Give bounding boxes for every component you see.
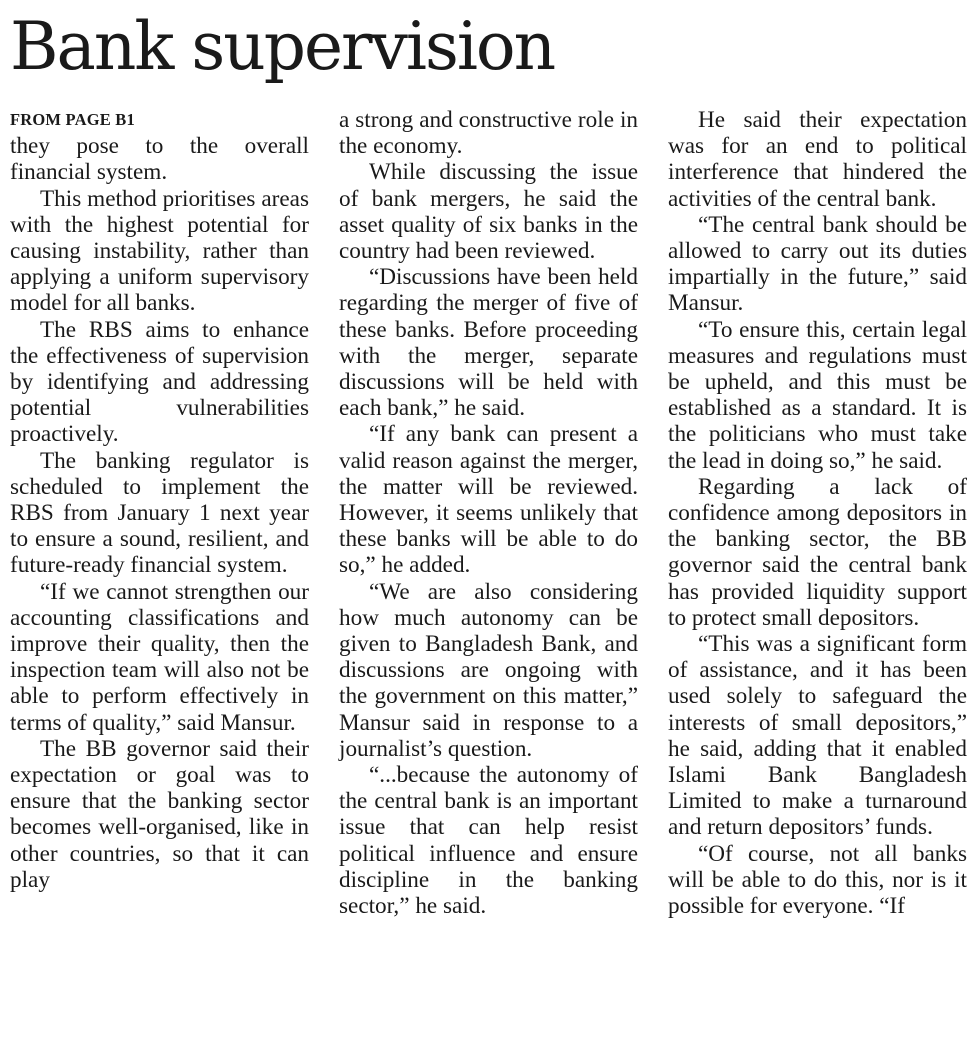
paragraph: Regarding a lack of confidence among depositors in the banking sector, the BB governor said the central bank has provided liquidity support to protect small depositors.: [668, 473, 967, 631]
paragraph: “Of course, not all banks will be able to do this, nor is it possible for everyone. “If: [668, 840, 967, 920]
paragraph: “...because the autonomy of the central bank is an important issue that can help resist political influence and ensure discipline in the banking sector,” he said.: [339, 762, 638, 920]
paragraph: While discussing the issue of bank mergers, he said the asset quality of six banks in the country had been reviewed.: [339, 159, 638, 265]
paragraph: “The central bank should be allowed to carry out its duties impartially in the future,” said Mansur.: [668, 211, 967, 317]
paragraph: a strong and constructive role in the economy.: [339, 107, 638, 160]
continued-from-kicker: FROM PAGE B1: [10, 110, 135, 129]
article-column-3: [668, 107, 967, 919]
paragraph: He said their expectation was for an end to political interference that hindered the activities of the central bank.: [668, 107, 967, 212]
headline: Bank supervision: [10, 8, 555, 85]
paragraph: “We are also considering how much autonomy can be given to Bangladesh Bank, and discussions are ongoing with the government on this matter,” Mansur said in response to a journalist’s question.: [339, 578, 638, 762]
paragraph: they pose to the overall financial system.: [10, 133, 309, 186]
paragraph: The banking regulator is scheduled to implement the RBS from January 1 next year to ensure a sound, resilient, and future-ready financial system.: [10, 447, 309, 579]
paragraph: “To ensure this, certain legal measures and regulations must be upheld, and this must be established as a standard. It is the politicians who must take the lead in doing so,” he said.: [668, 316, 967, 474]
article-column-2: [339, 107, 638, 919]
paragraph: “This was a significant form of assistance, and it has been used solely to safeguard the interests of small depositors,” he said, adding that it enabled Islami Bank Bangladesh Limited to make a turnaround and return depositors’ funds.: [668, 631, 967, 841]
paragraph: The BB governor said their expectation or goal was to ensure that the banking sector becomes well-organised, like in other countries, so that it can play: [10, 735, 309, 893]
paragraph: The RBS aims to enhance the effectiveness of supervision by identifying and addressing potential vulnerabilities proactively.: [10, 316, 309, 448]
paragraph: “If we cannot strengthen our accounting classifications and improve their quality, then the inspection team will also not be able to perform effectively in terms of quality,” said Mansur.: [10, 578, 309, 736]
article-column-1: [10, 107, 309, 893]
paragraph: “Discussions have been held regarding the merger of five of these banks. Before proceeding with the merger, separate discussions will be held with each bank,” he said.: [339, 264, 638, 422]
paragraph: “If any bank can present a valid reason against the merger, the matter will be reviewed. However, it seems unlikely that these banks will be able to do so,” he added.: [339, 421, 638, 579]
paragraph: This method prioritises areas with the highest potential for causing instability, rather than applying a uniform supervisory model for all banks.: [10, 185, 309, 317]
